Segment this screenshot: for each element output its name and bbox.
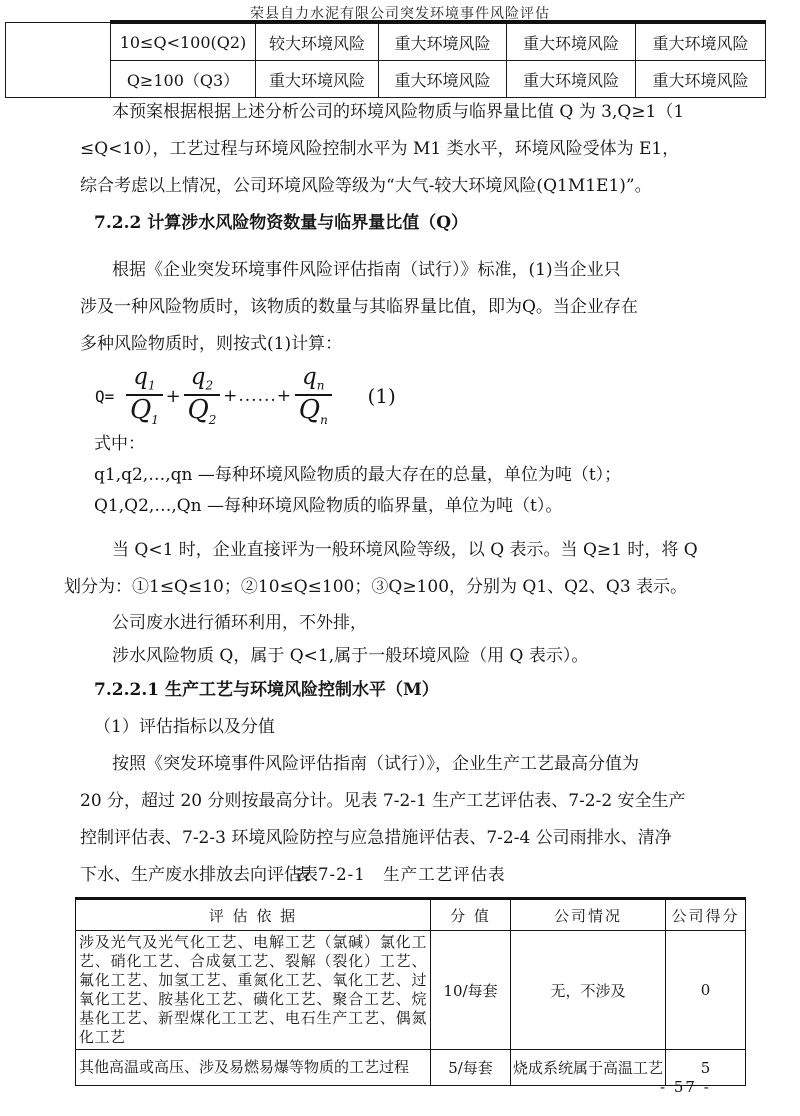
formula-definition-line: Q1,Q2,…,Qn —每种环境风险物质的临界量，单位为吨（t）。 — [94, 496, 563, 516]
paragraph-line: 20 分，超过 20 分则按最高分计。见表 7-2-1 生产工艺评估表、7-2-2 安全生产 — [80, 791, 686, 811]
formula-lhs: Q= — [95, 386, 115, 406]
risk-level-cell: 重大环境风险 — [636, 22, 766, 61]
table-caption-7-2-1: 表 7-2-1 生产工艺评估表 — [294, 865, 506, 884]
formula-fraction-2: $\frac{q_2}{Q_2}$ — [184, 365, 220, 427]
paragraph-line: 下水、生产废水排放去向评估表 — [80, 865, 318, 885]
formula-fraction-1: $\frac{q_1}{Q_1}$ — [126, 365, 162, 427]
risk-q-range-cell: Q≥100（Q3） — [111, 61, 256, 98]
risk-level-cell: 重大环境风险 — [379, 61, 507, 98]
process-evaluation-table — [75, 897, 746, 1086]
list-item-heading: （1）评估指标以及分值 — [94, 717, 275, 737]
risk-level-cell: 重大环境风险 — [507, 22, 636, 61]
paragraph-line: 涉及一种风险物质时，该物质的数量与其临界量比值，即为Q。当企业存在 — [80, 297, 638, 317]
company-score-cell: 0 — [666, 931, 746, 1050]
risk-q-range-cell: 10≤Q<100(Q2) — [111, 22, 256, 61]
paragraph-line: ≤Q<10），工艺过程与环境风险控制水平为 M1 类水平，环境风险受体为 E1， — [80, 139, 680, 159]
table-header-row — [76, 899, 746, 931]
page-number: - 57 - — [660, 1078, 711, 1096]
paragraph-line: 控制评估表、7-2-3 环境风险防控与应急措施评估表、7-2-4 公司雨排水、清净 — [80, 828, 672, 848]
column-header-company-status: 公司情况 — [511, 899, 666, 931]
formula-fraction-n: $\frac{q_n}{Q_n}$ — [295, 365, 331, 427]
paragraph-line: 划分为：①1≤Q≤10；②10≤Q≤100；③Q≥100，分别为 Q1、Q2、Q3 表示。 — [64, 577, 688, 597]
paragraph-line: 当 Q<1 时，企业直接评为一般环境风险等级，以 Q 表示。当 Q≥1 时，将 Q — [112, 540, 698, 560]
basis-cell: 涉及光气及光气化工艺、电解工艺（氯碱）氯化工艺、硝化工艺、合成氨工艺、裂解（裂化）工艺、氟化工艺、加氢工艺、重氮化工艺、氧化工艺、过氧化工艺、胺基化工艺、磺化工艺、聚合工艺、烷基化工艺、新型煤化工工艺、电石生产工艺、偶氮化工艺 — [76, 931, 431, 1050]
equation-number: (1) — [367, 384, 396, 408]
section-heading-7-2-2-1: 7.2.2.1 生产工艺与环境风险控制水平（M） — [94, 680, 439, 700]
paragraph-line: 本预案根据根据上述分析公司的环境风险物质与临界量比值 Q 为 3,Q≥1（1 — [112, 102, 685, 122]
plus-operator: + — [165, 385, 181, 407]
paragraph-line: 多种风险物质时，则按式(1)计算： — [80, 334, 343, 354]
risk-level-cell: 重大环境风险 — [636, 61, 766, 98]
table-row — [6, 61, 766, 98]
company-score-cell: 5 — [666, 1050, 746, 1086]
company-status-cell: 无，不涉及 — [511, 931, 666, 1050]
column-header-basis: 评 估 依 据 — [76, 899, 431, 931]
risk-level-cell: 重大环境风险 — [256, 61, 379, 98]
paragraph-line: 按照《突发环境事件风险评估指南（试行）》，企业生产工艺最高分值为 — [112, 754, 639, 774]
running-header-title: 荣县自力水泥有限公司突发环境事件风险评估 — [250, 6, 550, 22]
score-rule-cell: 10/每套 — [431, 931, 511, 1050]
paragraph-line: 综合考虑以上情况，公司环境风险等级为“大气-较大环境风险(Q1M1E1)”。 — [80, 176, 652, 196]
risk-level-cell: 重大环境风险 — [507, 61, 636, 98]
risk-level-cell: 较大环境风险 — [256, 22, 379, 61]
body-text — [64, 94, 735, 894]
table-row — [76, 931, 746, 1050]
risk-table-stub-cell — [6, 22, 111, 98]
section-heading-7-2-2: 7.2.2 计算涉水风险物资数量与临界量比值（Q） — [94, 213, 469, 233]
company-status-cell: 烧成系统属于高温工艺 — [511, 1050, 666, 1086]
table-row — [6, 22, 766, 61]
basis-cell: 其他高温或高压、涉及易燃易爆等物质的工艺过程 — [76, 1050, 431, 1086]
paragraph-line: 根据《企业突发环境事件风险评估指南（试行）》标准，(1)当企业只 — [112, 260, 621, 280]
score-rule-cell: 5/每套 — [431, 1050, 511, 1086]
risk-level-cell: 重大环境风险 — [379, 22, 507, 61]
formula-where-label: 式中： — [94, 434, 145, 454]
paragraph-line: 涉水风险物质 Q，属于 Q<1,属于一般环境风险（用 Q 表示）。 — [112, 646, 589, 666]
ellipsis-operator: +......+ — [223, 386, 293, 406]
paragraph-line: 公司废水进行循环利用，不外排， — [112, 613, 367, 633]
column-header-company-score: 公司得分 — [666, 899, 746, 931]
column-header-score-rule: 分 值 — [431, 899, 511, 931]
formula-q-ratio — [80, 363, 735, 429]
table-row — [76, 1050, 746, 1086]
risk-level-table — [5, 20, 766, 98]
formula-definition-line: q1,q2,…,qn —每种环境风险物质的最大存在的总量，单位为吨（t）； — [94, 465, 622, 485]
